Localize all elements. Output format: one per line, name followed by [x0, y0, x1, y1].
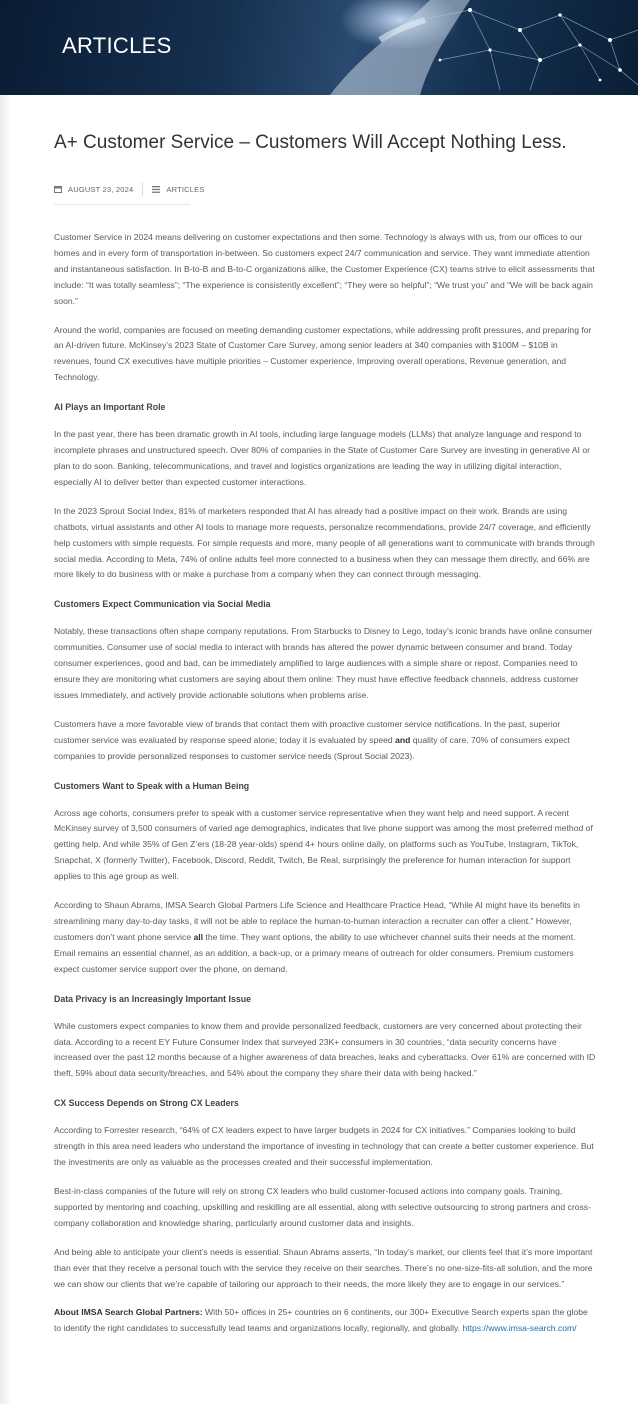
paragraph [54, 717, 596, 765]
post-date [54, 185, 133, 194]
section-heading: CX Success Depends on Strong CX Leaders [54, 1098, 239, 1109]
left-edge-shadow [0, 95, 12, 1404]
page-banner [0, 0, 638, 95]
section-heading: AI Plays an Important Role [54, 402, 166, 413]
text-run: Customers have a more favorable view of brands that contact them with proactive customer service notifications. In the past, superior customer service was evaluated by response speed alone; today it is evaluated by speed [54, 718, 561, 745]
section-heading: Customers Expect Communication via Social Media [54, 599, 271, 610]
imsa-website-link[interactable]: https://www.imsa-search.com/ [462, 1323, 577, 1334]
paragraph: In the past year, there has been dramatic growth in AI tools, including large language models (LLMs) that analyze language and respond to incomplete phrases and unstructured speech. Over 80% of companies in the State of Customer Care Survey are investing in generative AI or plan to do soon. Banking, telecommunications, and travel and logistics organizations are leading the way in utilizing digital interaction, especially AI to deliver better than expected customer interactions. [54, 429, 590, 487]
post-category[interactable] [152, 185, 204, 194]
post-category-link[interactable]: ARTICLES [166, 184, 205, 194]
paragraph: While customers expect companies to know them and provide personalized feedback, customers are very concerned about protecting their data. According to a recent EY Future Consumer Index that surveyed 23K+ consumers in 30 countries, “data security concerns have increased over the past 12 months because of a higher awareness of data breaches, leaks and cyberattacks. Over 61% are concerned with ID theft, 59% about data security/breaches, and 54% about the company they share their data with being hacked.” [54, 1020, 596, 1079]
text-run: According to Shaun Abrams, IMSA Search Global Partners Life Science and Healthcare Practice Head, “While AI might have its benefits in streamlining many day-to-day tasks, it will not be able to replace the human-to-human interaction a recruiter can offer a client.” However, customers don’t want phone service [54, 900, 580, 942]
banner-title: ARTICLES [62, 33, 172, 58]
meta-underline [54, 204, 190, 205]
article [54, 130, 596, 1350]
post-title: A+ Customer Service – Customers Will Accept Nothing Less. [54, 132, 567, 153]
paragraph: Around the world, companies are focused on meeting demanding customer expectations, while addressing profit pressures, and preparing for an AI-driven future. McKinsey’s 2023 State of Customer Care Survey, among senior leaders at 340 companies with $100M – $10B in revenues, found CX executives have multiple priorities – Customer experience, Improving overall operations, Revenue generation, and Technology. [54, 324, 592, 383]
about-text: With 50+ offices in 25+ countries on 6 continents, our 300+ Executive Search experts span the globe to identify the right candidates to successfully lead teams and organizations locally, regionally, and globally. [54, 1307, 588, 1334]
bold-text: and [395, 734, 411, 745]
paragraph: And being able to anticipate your client’s needs is essential. Shaun Abrams asserts, “In today’s market, our clients feel that it’s more important than ever that they receive a personal touch with the service they receive on their searches. There’s no one-size-fits-all solution, and the more we can show our clients that we’re capable of tailoring our approach to their needs, the more likely they are to engage in our services.” [54, 1246, 593, 1289]
paragraph: In the 2023 Sprout Social Index, 81% of marketers responded that AI has already had a positive impact on their work. Brands are using chatbots, virtual assistants and other AI tools to manage more requests, personalize recommendations, provide 24/7 coverage, and efficiently help customers with simple requests. For simple requests and more, many people of all generations want to communicate with brands through social media. According to Meta, 74% of online adults feel more connected to a business when they can message them directly, and 66% are more likely to do business with or make a purchase from a company when they can connect through messaging. [54, 505, 595, 580]
calendar-icon [54, 185, 62, 193]
post-date-text: AUGUST 23, 2024 [68, 184, 134, 194]
text-run: quality of care. 70% of consumers expect companies to provide personalized responses to customer service needs (Sprout Social 2023). [54, 734, 570, 761]
list-icon [152, 186, 160, 193]
paragraph: Customer Service in 2024 means delivering on customer expectations and then some. Technology is always with us, from our offices to our homes and in every form of transportation in-between. So customers expect 24/7 communication and service. They want immediate attention and instantaneous satisfaction. In B-to-B and B-to-C organizations alike, the Customer Experience (CX) teams strive to elicit assessments that include: “It was totally seamless”; “The experience is consistently excellent”; “They were so helpful”; “We trust you” and “We will be back again soon.” [54, 232, 595, 306]
paragraph [54, 898, 596, 978]
about-label: About IMSA Search Global Partners: [54, 1307, 203, 1318]
post-meta [54, 178, 596, 200]
text-run: the time. They want options, the ability to use whichever channel suits their needs at the moment. Email remains an essential channel, as an addition, a back-up, or a primary means of outreach for older consumers. Premium customers expect customer service support over the phone, on demand. [54, 931, 576, 974]
paragraph: Across age cohorts, consumers prefer to speak with a customer service representative when they want help and need support. A recent McKinsey survey of 3,500 consumers of varied age demographics, indicates that live phone support was among the most preferred method of getting help. And while 35% of Gen Z’ers (18-28 year-olds) spend 4+ hours online daily, on platforms such as YouTube, Instagram, TikTok, Snapchat, X (formerly Twitter), Facebook, Discord, Reddit, Twitch, Be Real, surprisingly the preference for human interaction for support applies to this age group as well. [54, 807, 593, 882]
section-heading: Data Privacy is an Increasingly Important Issue [54, 993, 252, 1004]
section-heading: Customers Want to Speak with a Human Being [54, 780, 250, 791]
paragraph: Notably, these transactions often shape company reputations. From Starbucks to Disney to Lego, today’s iconic brands have online consumer communities. Consumer use of social media to interact with brands has altered the power dynamic between consumer and brand. Today consumer experiences, good and bad, can be immediately amplified to large audiences with a simple share or repost. Companies need to ensure they are monitoring what customers are saying about them online: They must have effective feedback channels, address customer issues immediately, and actively provide actionable solutions when problems arise. [54, 626, 593, 700]
paragraph: According to Forrester research, “64% of CX leaders expect to have larger budgets in 2024 for CX initiatives.” Companies looking to build strength in this area need leaders who understand the importance of investing in technology that can create a better customer experience. But the investments are only as valuable as the processes created and their successful implementation. [54, 1125, 594, 1168]
paragraph: Best-in-class companies of the future will rely on strong CX leaders who build customer-focused actions into company goals. Training, supported by mentoring and coaching, upskilling and reskilling are all essential, along with selective outsourcing to strong partners and cross-company collaboration and knowledge sharing, particularly around customer data and insights. [54, 1185, 591, 1228]
meta-divider [142, 182, 143, 196]
article-body [54, 230, 596, 1337]
about-paragraph [54, 1305, 596, 1337]
bold-text: all [193, 931, 204, 942]
